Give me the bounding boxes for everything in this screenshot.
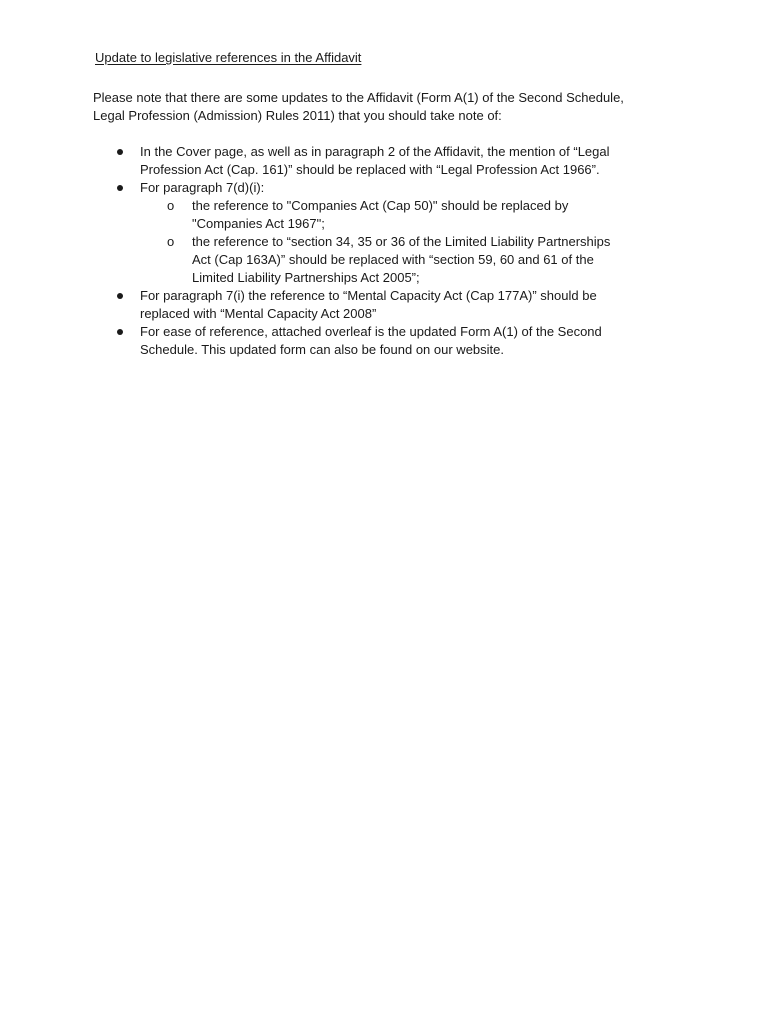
bullet-icon (117, 185, 123, 191)
update-list (0, 143, 770, 359)
sub-bullet-icon: o (167, 234, 175, 249)
list-item-paragraph-7di (0, 179, 680, 287)
sub-list (140, 197, 680, 287)
intro-line: Please note that there are some updates to the Affidavit (Form A(1) of the Second Schedule, (93, 90, 624, 105)
bullet-icon (117, 149, 123, 155)
sub-item-text: Limited Liability Partnerships Act 2005”; (192, 270, 420, 285)
sub-item-companies-act (140, 197, 680, 233)
list-item-text: For paragraph 7(d)(i): (140, 180, 265, 195)
sub-item-text: Act (Cap 163A)” should be replaced with “section 59, 60 and 61 of the (192, 252, 594, 267)
list-item-text: In the Cover page, as well as in paragraph 2 of the Affidavit, the mention of “Legal (140, 144, 610, 159)
intro-line: Legal Profession (Admission) Rules 2011) that you should take note of: (93, 108, 502, 123)
sub-item-text: "Companies Act 1967"; (192, 216, 325, 231)
bullet-icon (117, 329, 123, 335)
list-item-text: For ease of reference, attached overleaf is the updated Form A(1) of the Second (140, 324, 602, 339)
sub-item-llp-act (140, 233, 680, 287)
list-item-text: Profession Act (Cap. 161)” should be replaced with “Legal Profession Act 1966”. (140, 162, 600, 177)
list-item-text: Schedule. This updated form can also be found on our website. (140, 342, 504, 357)
bullet-icon (117, 293, 123, 299)
sub-item-text: the reference to "Companies Act (Cap 50)" should be replaced by (192, 198, 569, 213)
list-item-text: replaced with “Mental Capacity Act 2008” (140, 306, 377, 321)
document-title: Update to legislative references in the Affidavit (95, 50, 362, 65)
intro-paragraph (93, 89, 693, 125)
sub-bullet-icon: o (167, 198, 175, 213)
list-item-updated-form (0, 323, 680, 359)
list-item-cover-page (0, 143, 680, 179)
list-item-mental-capacity (0, 287, 680, 323)
list-item-text: For paragraph 7(i) the reference to “Mental Capacity Act (Cap 177A)” should be (140, 288, 597, 303)
sub-item-text: the reference to “section 34, 35 or 36 of the Limited Liability Partnerships (192, 234, 611, 249)
